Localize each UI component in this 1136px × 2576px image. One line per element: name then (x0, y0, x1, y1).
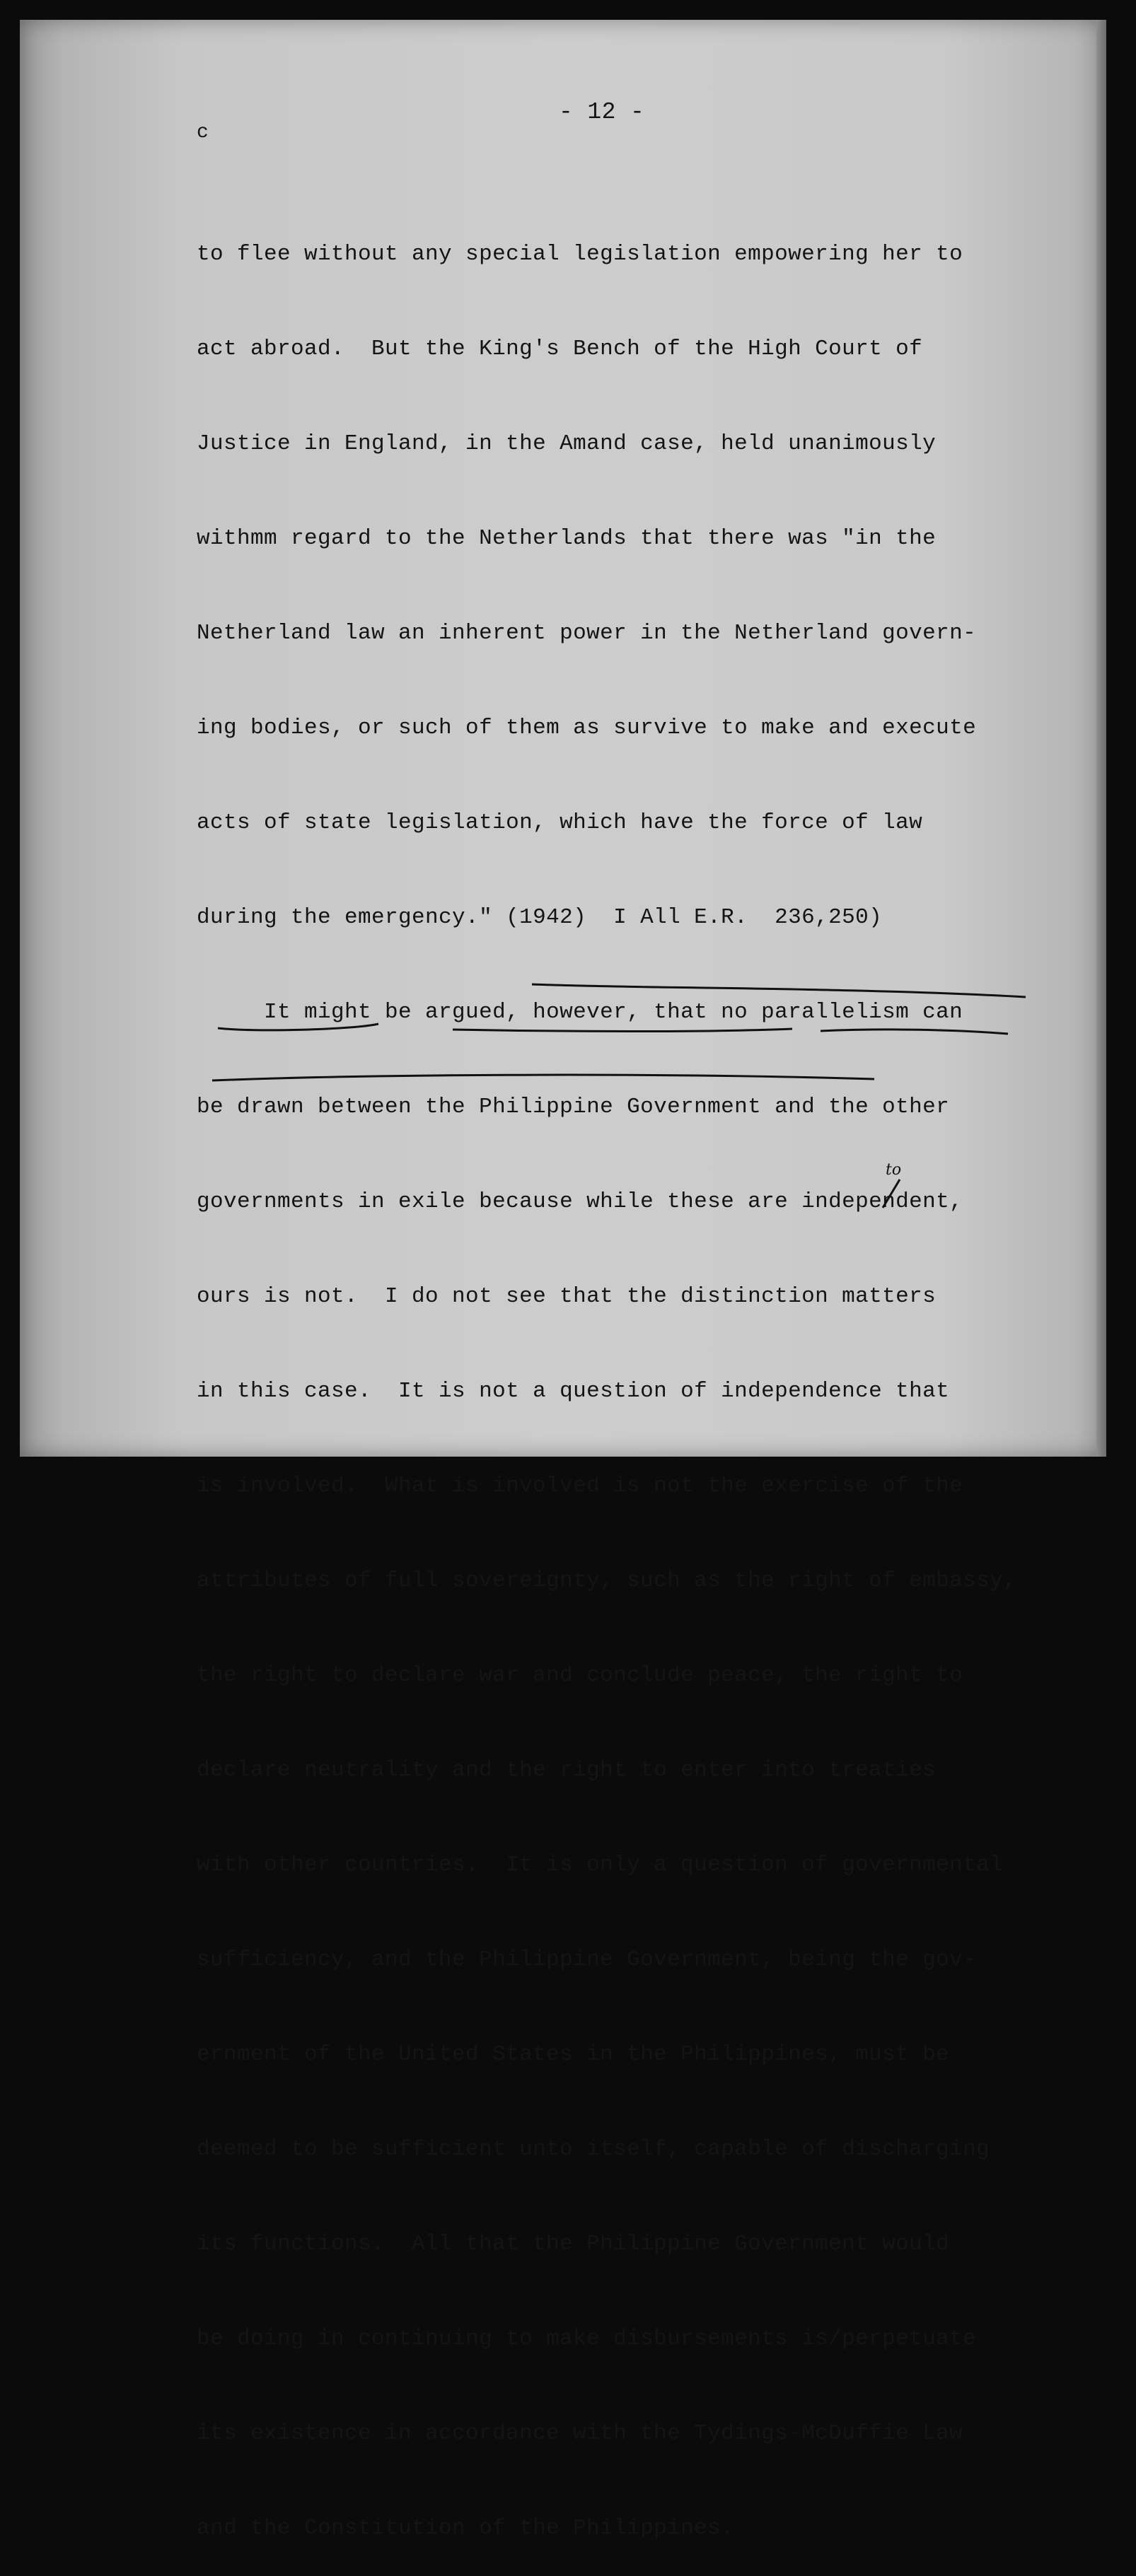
text-line: ernment of the United States in the Philippines, must be (197, 2042, 950, 2067)
text-line: Netherland law an inherent power in the Netherland govern- (197, 621, 977, 646)
body-text (197, 182, 1016, 2576)
text-line: ing bodies, or such of them as survive to make and execute (197, 716, 977, 740)
text-line: during the emergency." (1942) I All E.R. 236,250) (197, 905, 883, 930)
text-line: the right to declare war and conclude peace, the right to (197, 1663, 963, 1688)
handwritten-insert: to (886, 1161, 902, 1179)
text-line: be drawn between the Philippine Government and the other (197, 1095, 950, 1119)
text-line: withmm regard to the Netherlands that there was "in the (197, 526, 937, 551)
text-line: with other countries. It is only a question of governmental (197, 1853, 1004, 1877)
text-line: governments in exile because while these are independent, (197, 1189, 963, 1214)
text-line: is involved. What is involved is not the exercise of the (197, 1474, 963, 1498)
text-line: deemed to be sufficient unto itself, capable of discharging (197, 2137, 990, 2162)
text-line: its functions. All that the Philippine Government would (197, 2232, 950, 2256)
text-line: attributes of full sovereignty, such as the right of embassy, (197, 1568, 1017, 1593)
text-line: act abroad. But the King's Bench of the High Court of (197, 337, 923, 361)
text-line: and the Constitution of the Philippines. (197, 2516, 735, 2541)
text-line: to flee without any special legislation empowering her to (197, 242, 963, 267)
text-line: Justice in England, in the Amand case, held unanimously (197, 431, 937, 456)
text-line: its existence in accordance with the Tydings-McDuffie Law (197, 2421, 963, 2446)
page-number: - 12 - (559, 99, 645, 125)
text-line: sufficiency, and the Philippine Government, being the gov- (197, 1947, 977, 1972)
text-line: It might be argued, however, that no parallelism can (197, 1000, 963, 1025)
page-edge (1096, 20, 1106, 1457)
text-line: declare neutrality and the right to enter into treaties (197, 1758, 937, 1783)
text-line: be doing in continuing to make disbursements is/perpetuate (197, 2326, 977, 2351)
text-line: ours is not. I do not see that the distinction matters (197, 1284, 937, 1309)
text-line: acts of state legislation, which have the force of law (197, 810, 923, 835)
text-line: in this case. It is not a question of independence that (197, 1379, 950, 1404)
corner-mark: c (197, 122, 209, 144)
